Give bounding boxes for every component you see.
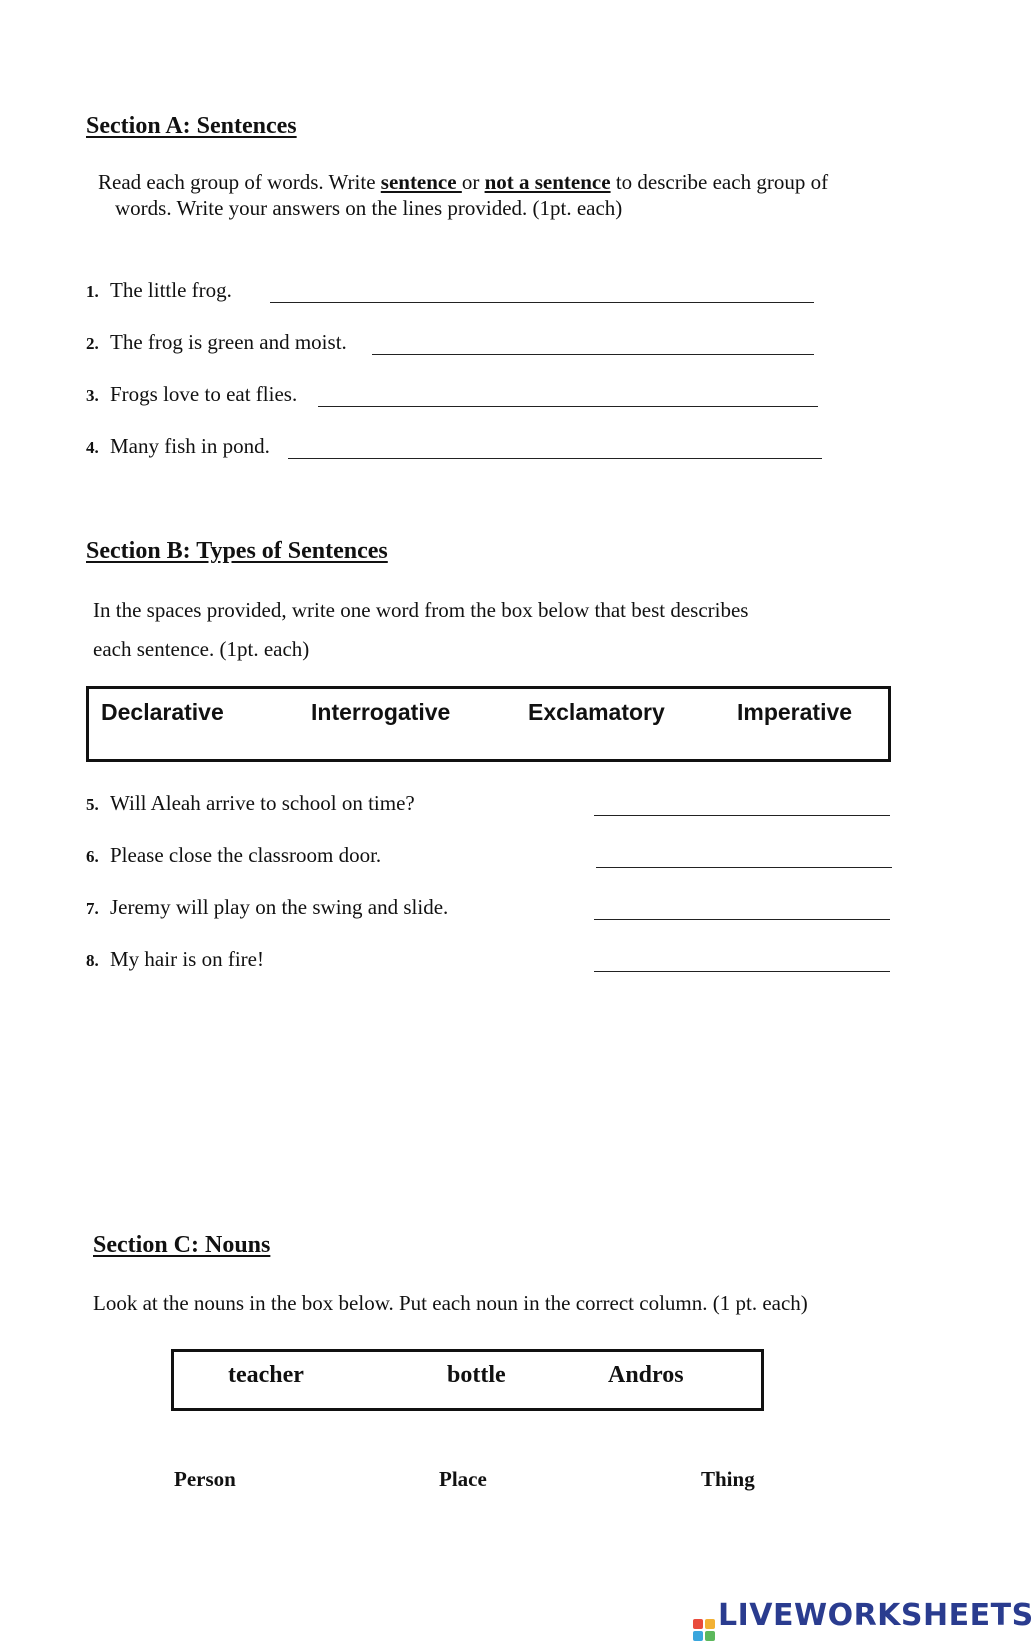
instr-line-2: each sentence. (1pt. each) xyxy=(93,637,310,661)
answer-line-3[interactable] xyxy=(318,406,818,407)
noun-teacher: teacher xyxy=(228,1362,304,1388)
answer-line-4[interactable] xyxy=(288,458,822,459)
column-person: Person xyxy=(174,1467,236,1491)
instr-mid: or xyxy=(461,170,485,194)
answer-line-6[interactable] xyxy=(596,867,892,868)
item-number: 7. xyxy=(86,899,99,918)
logo-square-4 xyxy=(705,1631,715,1641)
nouns-box xyxy=(171,1349,764,1411)
list-item xyxy=(86,434,270,459)
list-item xyxy=(86,895,448,920)
item-text: The frog is green and moist. xyxy=(110,330,347,354)
answer-line-2[interactable] xyxy=(372,354,814,355)
logo-text: LIVEWORKSHEETS xyxy=(718,1598,1034,1633)
section-b-heading: Section B: Types of Sentences xyxy=(86,538,388,564)
list-item xyxy=(86,278,232,303)
section-a-heading: Section A: Sentences xyxy=(86,113,297,139)
column-thing: Thing xyxy=(701,1467,755,1491)
section-c-heading: Section C: Nouns xyxy=(93,1232,271,1258)
list-item xyxy=(86,791,415,816)
item-text: Jeremy will play on the swing and slide. xyxy=(110,895,449,919)
item-text: My hair is on fire! xyxy=(110,947,264,971)
word-interrogative: Interrogative xyxy=(311,699,451,725)
section-b-instructions xyxy=(93,597,913,662)
item-number: 6. xyxy=(86,847,99,866)
logo-square-3 xyxy=(693,1631,703,1641)
column-place: Place xyxy=(439,1467,487,1491)
item-number: 2. xyxy=(86,334,99,353)
item-number: 3. xyxy=(86,386,99,405)
instr-post: to describe each group of xyxy=(610,170,829,194)
keyword-sentence: sentence xyxy=(380,170,462,194)
noun-bottle: bottle xyxy=(447,1362,506,1388)
liveworksheets-logo xyxy=(693,1598,1034,1641)
instr-line-1: In the spaces provided, write one word from the box below that best describes xyxy=(93,598,749,622)
section-c-instructions: Look at the nouns in the box below. Put each noun in the correct column. (1 pt. each) xyxy=(93,1291,808,1315)
answer-line-7[interactable] xyxy=(594,919,890,920)
sentence-types-box xyxy=(86,686,891,762)
item-text: Will Aleah arrive to school on time? xyxy=(110,791,415,815)
instr-pre: Read each group of words. Write xyxy=(98,170,381,194)
item-text: The little frog. xyxy=(110,278,232,302)
noun-andros: Andros xyxy=(608,1362,684,1388)
list-item xyxy=(86,843,381,868)
item-number: 8. xyxy=(86,951,99,970)
answer-line-1[interactable] xyxy=(270,302,814,303)
answer-line-5[interactable] xyxy=(594,815,890,816)
list-item xyxy=(86,330,347,355)
item-number: 5. xyxy=(86,795,99,814)
item-number: 1. xyxy=(86,282,99,301)
list-item xyxy=(86,947,264,972)
answer-line-8[interactable] xyxy=(594,971,890,972)
item-text: Please close the classroom door. xyxy=(110,843,382,867)
list-item xyxy=(86,382,297,407)
word-exclamatory: Exclamatory xyxy=(528,699,665,725)
word-imperative: Imperative xyxy=(737,699,853,725)
keyword-not-a-sentence: not a sentence xyxy=(484,170,611,194)
item-text: Frogs love to eat flies. xyxy=(110,382,298,406)
instr-line-2: words. Write your answers on the lines provided. (1pt. each) xyxy=(115,196,623,220)
logo-square-2 xyxy=(705,1619,715,1629)
item-number: 4. xyxy=(86,438,99,457)
word-declarative: Declarative xyxy=(101,699,224,725)
logo-mark-icon xyxy=(693,1619,715,1641)
logo-square-1 xyxy=(693,1619,703,1629)
section-a-instructions xyxy=(98,169,898,221)
item-text: Many fish in pond. xyxy=(110,434,270,458)
